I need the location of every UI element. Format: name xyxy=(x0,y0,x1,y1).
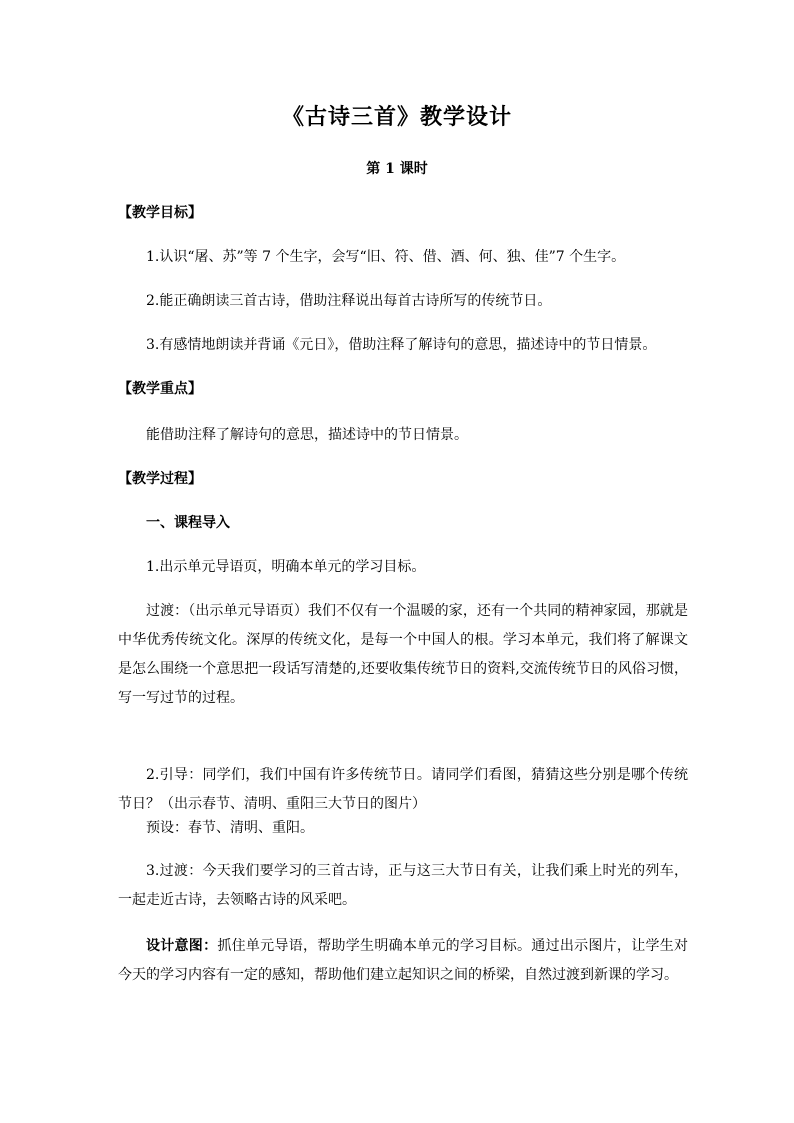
part1-title: 一、课程导入 xyxy=(146,515,230,531)
section-heading-key: 【教学重点】 xyxy=(118,381,202,397)
process-step-3: 3.过渡：今天我们要学习的三首古诗，正与这三大节日有关，让我们乘上时光的列车，一起走近古诗，去领略古诗的风采吧。 xyxy=(118,863,688,908)
transition-paragraph-1: 过渡：（出示单元导语页）我们不仅有一个温暖的家，还有一个共同的精神家园，那就是中华优秀传统文化。深厚的传统文化，是每一个中国人的根。学习本单元，我们将了解课文是怎么围绕一个意思把一段话写清楚的,还要收集传统节日的资料,交流传统节日的风俗习惯，写一写过节的过程。 xyxy=(118,603,688,706)
design-intent-label: 设计意图： xyxy=(146,938,218,954)
goal-item-2: 2.能正确朗读三首古诗，借助注释说出每首古诗所写的传统节日。 xyxy=(146,293,552,309)
preset-answer: 预设：春节、清明、重阳。 xyxy=(146,820,314,836)
design-intent-paragraph xyxy=(118,932,688,990)
lesson-label: 第 1 课时 xyxy=(366,161,428,177)
goal-item-1: 1.认识“屠、苏”等 7 个生字，会写“旧、符、借、酒、何、独、佳”7 个生字。 xyxy=(146,249,626,265)
section-heading-goals: 【教学目标】 xyxy=(118,205,202,221)
design-intent-text: 抓住单元导语，帮助学生明确本单元的学习目标。通过出示图片，让学生对今天的学习内容有一定的感知，帮助他们建立起知识之间的桥梁，自然过渡到新课的学习。 xyxy=(118,938,689,983)
section-heading-process: 【教学过程】 xyxy=(118,471,202,487)
goal-item-3: 3.有感情地朗读并背诵《元日》，借助注释了解诗句的意思，描述诗中的节日情景。 xyxy=(146,337,657,353)
process-step-2: 2.引导：同学们，我们中国有许多传统节日。请同学们看图，猜猜这些分别是哪个传统节日？（出示春节、清明、重阳三大节日的图片） xyxy=(118,767,688,812)
document-title: 《古诗三首》教学设计 xyxy=(281,104,512,130)
key-point-text: 能借助注释了解诗句的意思，描述诗中的节日情景。 xyxy=(146,427,468,443)
process-step-1: 1.出示单元导语页，明确本单元的学习目标。 xyxy=(146,559,426,575)
